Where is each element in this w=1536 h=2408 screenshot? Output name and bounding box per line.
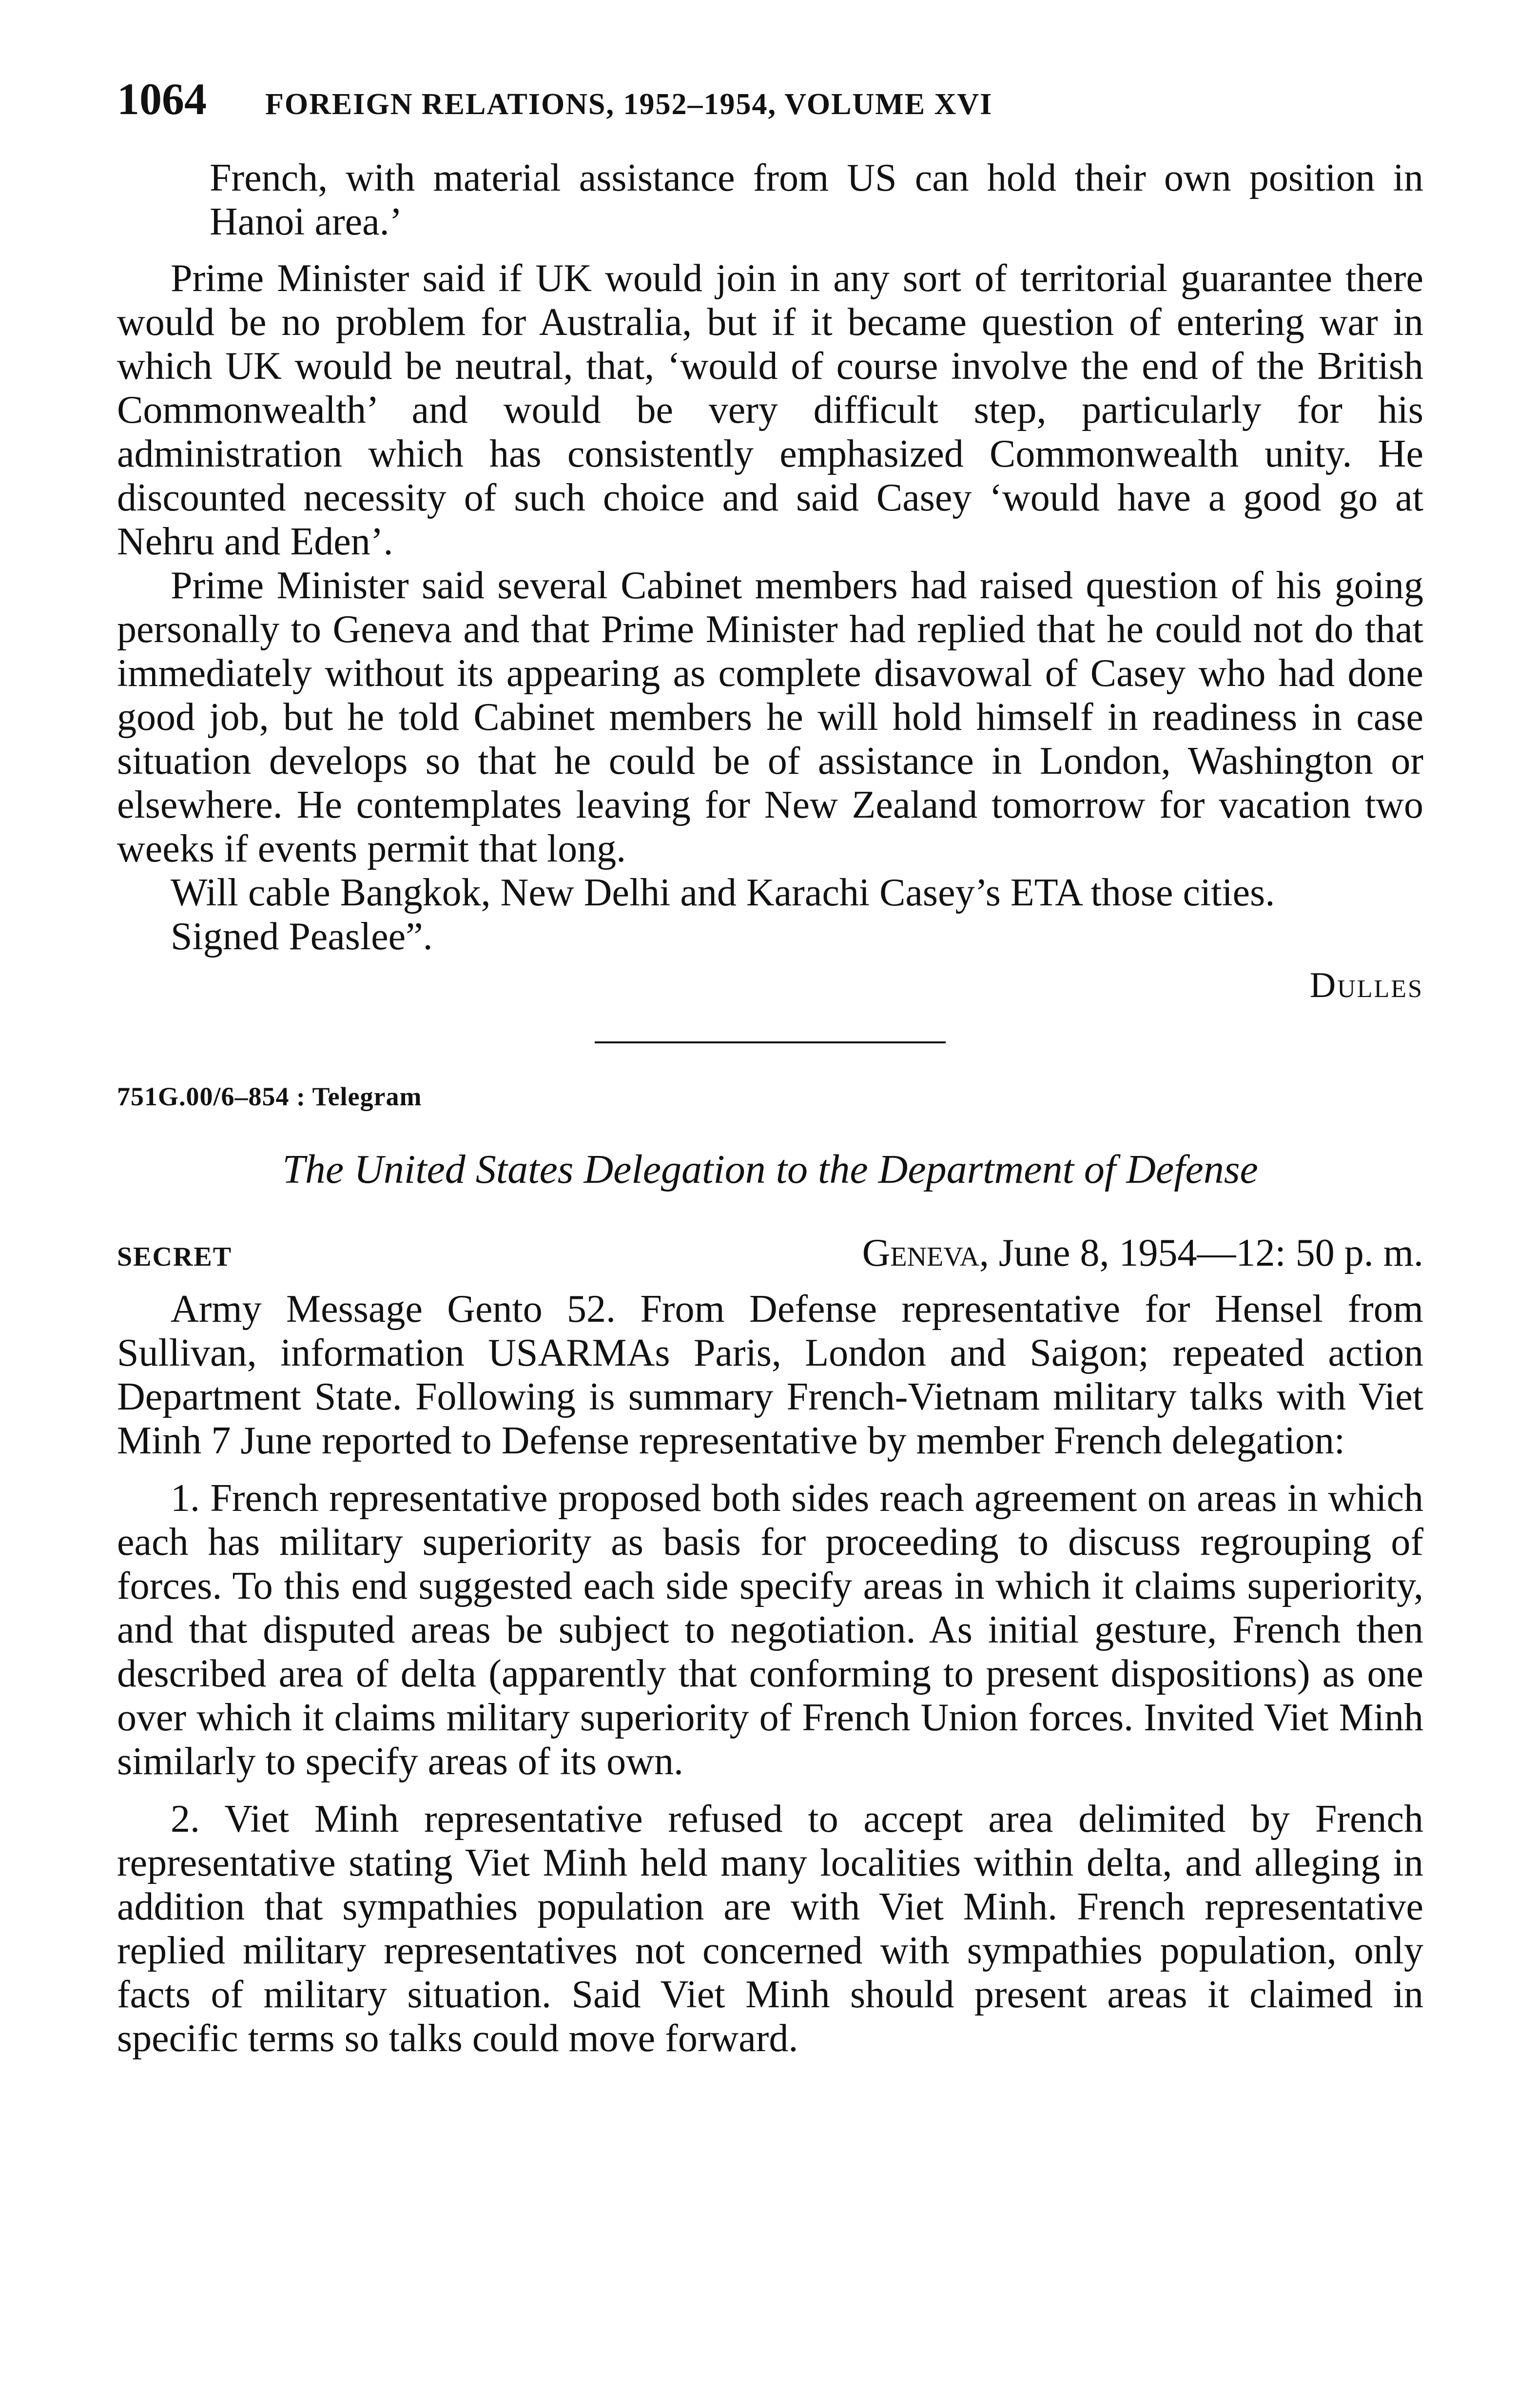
section-divider <box>595 1041 946 1043</box>
signature-dulles: Dulles <box>1309 965 1423 1005</box>
origin-place: Geneva <box>862 1232 979 1274</box>
quoted-text-close: French, with material assistance from US can hold their own position in Hanoi area.’ <box>210 157 1423 243</box>
file-reference: 751G.00/6–854 : Telegram <box>117 1082 422 1111</box>
paragraph-signed-peaslee: Signed Peaslee”. <box>171 915 433 958</box>
telegram-body <box>117 1287 1423 2060</box>
page-header <box>117 73 1423 156</box>
numbered-point-2: 2. Viet Minh representative refused to accept area delimited by French representative stating Viet Minh held many localities within delta, and alleging in addition that sympathies population are with Viet Minh. French representative replied military representatives not concerned with sympathies population, only facts of military situation. Said Viet Minh should present areas it claimed in specific terms so talks could move forward. <box>117 1798 1423 2060</box>
paragraph-cable-schedule: Will cable Bangkok, New Delhi and Karachi Casey’s ETA those cities. <box>171 871 1275 914</box>
origin-dateline <box>862 1231 1423 1275</box>
classification-label: SECRET <box>117 1242 233 1272</box>
document-page <box>117 73 1423 2060</box>
telegram-intro: Army Message Gento 52. From Defense representative for Hensel from Sullivan, information USARMAs Paris, London and Saigon; repeated action Department State. Following is summary French-Vietnam military talks with Viet Minh 7 June reported to Defense representative by member French delegation: <box>117 1288 1423 1462</box>
paragraph-prime-minister-guarantee: Prime Minister said if UK would join in any sort of territorial guarantee there would be no problem for Australia, but if it became question of entering war in which UK would be neutral, that, ‘would of course involve the end of the British Commonwealth’ and would be very difficult step, particularly for his administration which has consistently emphasized Commonwealth unity. He discounted necessity of such choice and said Casey ‘would have a good go at Nehru and Eden’. <box>117 257 1423 563</box>
page-number: 1064 <box>117 74 207 124</box>
origin-date: , June 8, 1954—12: 50 p. m. <box>979 1232 1423 1274</box>
running-title: FOREIGN RELATIONS, 1952–1954, VOLUME XVI <box>265 88 993 121</box>
numbered-point-1: 1. French representative proposed both sides reach agreement on areas in which each has military superiority as basis for proceeding to discuss regrouping of forces. To this end suggested each side specify areas in which it claims superiority, and that disputed areas be subject to negotiation. As initial gesture, French then described area of delta (apparently that conforming to present dispositions) as one over which it claims military superiority of French Union forces. Invited Viet Minh similarly to specify areas of its own. <box>117 1477 1423 1783</box>
dateline-row <box>117 1231 1423 1275</box>
previous-telegram-continuation <box>117 156 1423 1007</box>
document-title: The United States Delegation to the Department of Defense <box>282 1147 1258 1192</box>
paragraph-prime-minister-geneva: Prime Minister said several Cabinet members had raised question of his going personally to Geneva and that Prime Minister had replied that he could not do that immediately without its appearing as complete disavowal of Casey who had done good job, but he told Cabinet members he will hold himself in readiness in case situation develops so that he could be of assistance in London, Washington or elsewhere. He contemplates leaving for New Zealand tomorrow for vacation two weeks if events permit that long. <box>117 564 1423 870</box>
